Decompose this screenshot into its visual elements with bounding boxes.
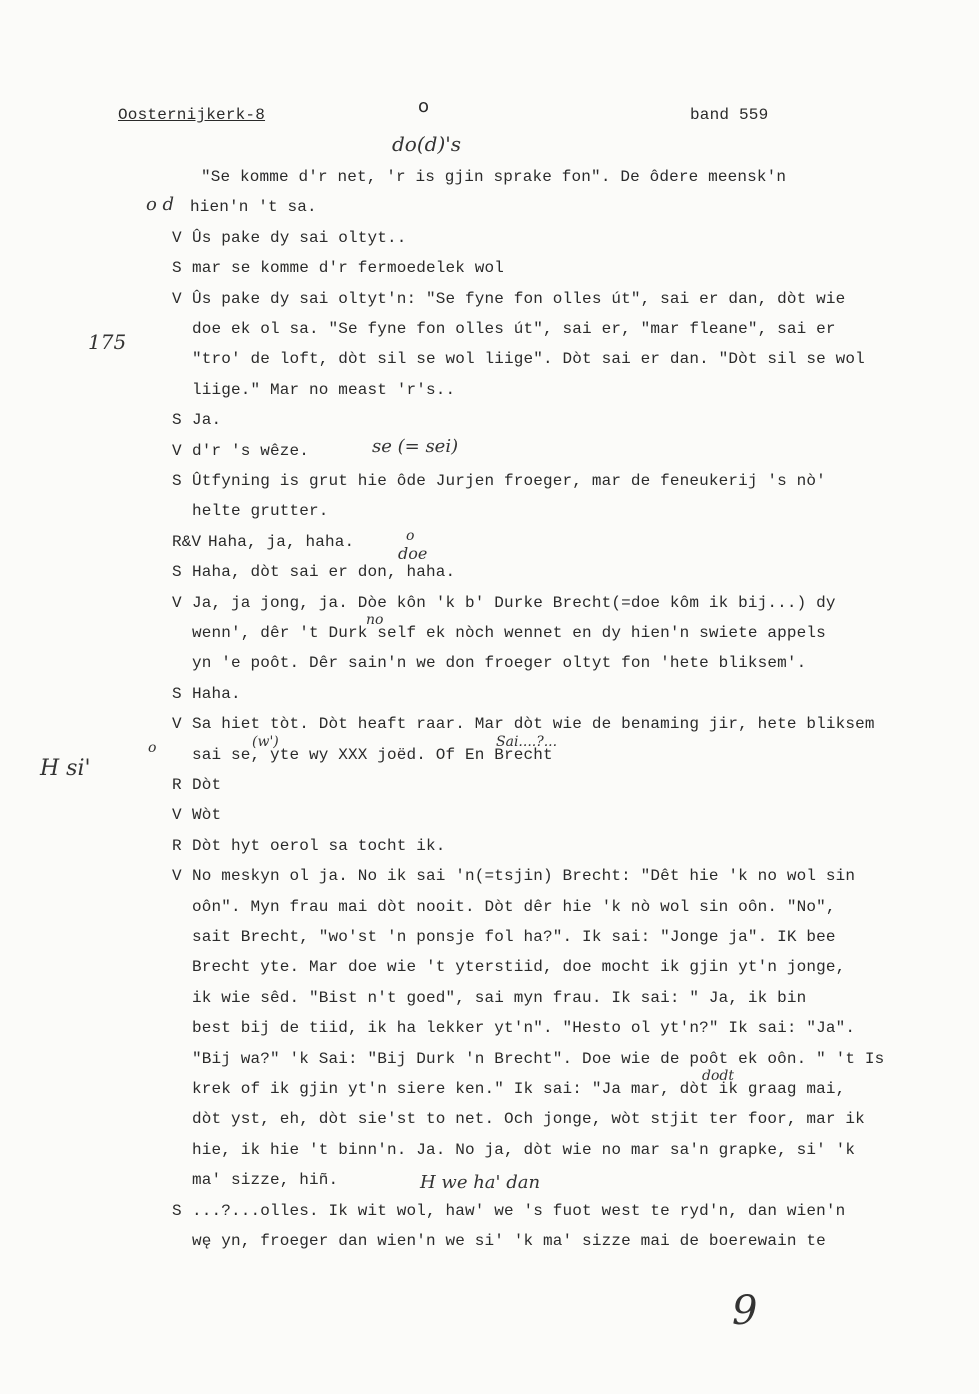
handwritten-note: dodt [702,1068,734,1084]
transcript-line: Dòt [192,776,222,794]
transcript-line: Haha. [192,684,241,703]
document-place-title: Oosternijkerk-8 [118,106,266,124]
header-circle-mark: o [418,96,430,117]
transcript-line: Ûs pake dy sai oltyt.. [192,228,407,247]
transcript-line: Ûs pake dy sai oltyt'n: "Se fyne fon olles út", sai er dan, dòt wie [192,289,846,308]
transcript-line: oôn". Myn frau mai dòt nooit. Dòt dêr hie 'k nò wol sin oôn. "No", [192,897,836,916]
transcript-line: Haha, ja, haha. [208,532,355,551]
transcript-line: sait Brecht, "wo'st 'n ponsje fol ha?". Ik sai: "Jonge ja". IK bee [192,928,836,946]
speaker-label: V [172,867,182,886]
speaker-label: V [172,806,182,825]
handwritten-margin-number: 175 [88,330,127,354]
transcript-line: Dòt hyt oerol sa tocht ik. [192,836,446,855]
transcript-line: ...?...olles. Ik wit wol, haw' we 's fuot west te ryd'n, dan wien'n [192,1201,846,1220]
handwritten-page-number: 9 [732,1288,758,1334]
transcript-line: best bij de tiid, ik ha lekker yt'n". "Hesto ol yt'n?" Ik sai: "Ja". [192,1019,856,1038]
speaker-label: V [172,228,182,247]
transcript-line: mar se komme d'r fermoedelek wol [192,259,505,278]
transcript-line: "tro' de loft, dòt sil se wol liige". Dòt sai er dan. "Dòt sil se wol [192,350,865,369]
transcript-line: "Bij wa?" 'k Sai: "Bij Durk 'n Brecht". Doe wie de poôt ek oôn. " 't Is [192,1049,885,1068]
speaker-label: S [172,411,182,430]
transcript-line: hie, ik hie 't binn'n. Ja. No ja, dòt wie no mar sa'n grapke, si' 'k [192,1140,856,1159]
transcript-line: ma' sizze, hiñ. [192,1171,339,1190]
transcript-line: Haha, dòt sai er don, haha. [192,563,456,582]
speaker-label: S [172,1201,182,1220]
speaker-label: V [172,593,182,612]
transcript-line: yn 'e poôt. Dêr sain'n we don froeger oltyt fon 'hete bliksem'. [192,654,807,673]
speaker-label: S [172,259,182,278]
speaker-label: R [172,836,182,855]
speaker-label: R [172,776,182,794]
tape-number: band 559 [690,106,769,124]
transcript-line: Wòt [192,806,222,825]
speaker-label: V [172,289,182,308]
handwritten-note: Sai....?... [496,734,558,750]
transcript-line: wę yn, froeger dan wien'n we si' 'k ma' sizze mai de boerewain te [192,1232,826,1250]
transcript-line: "Se komme d'r net, 'r is gjin sprake fon". De ôdere meensk'n [201,168,787,186]
speaker-label: S [172,684,182,703]
transcript-line: No meskyn ol ja. No ik sai 'n(=tsjin) Brecht: "Dêt hie 'k no wol sin [192,867,856,886]
transcript-line: hien'n 't sa. [190,198,317,217]
transcript-line: helte grutter. [192,502,329,521]
handwritten-note: se (= sei) [372,436,459,457]
transcript-line: liige." Mar no meast 'r's.. [192,380,456,399]
transcript-line: doe ek ol sa. "Se fyne fon olles út", sai er, "mar fleane", sai er [192,320,836,338]
transcript-line: wenn', dêr 't Durk self ek nòch wennet en dy hien'n swiete appels [192,624,826,642]
handwritten-note: o [148,740,157,756]
transcript-line: sai se, yte wy XXX joëd. Of En Brecht [192,745,553,764]
handwritten-note: no [366,612,384,628]
transcript-line: ik wie sêd. "Bist n't goed", sai myn frau. Ik sai: " Ja, ik bin [192,988,807,1007]
handwritten-note: (w') [252,734,279,750]
speaker-label: S [172,563,182,582]
transcript-line: dòt yst, eh, dòt sie'st to net. Och jonge, wòt stjit ter foor, mar ik [192,1110,865,1129]
speaker-label: V [172,715,182,734]
speaker-label: R&V [172,532,202,551]
handwritten-note: o [406,528,415,544]
transcript-line: Sa hiet tòt. Dòt heaft raar. Mar dòt wie de benaming jir, hete bliksem [192,715,875,734]
transcript-line: Ja, ja jong, ja. Dòe kôn 'k b' Durke Brecht(=doe kôm ik bij...) dy [192,593,836,612]
handwritten-note: doe [398,544,428,563]
transcript-line: Ja. [192,411,222,430]
transcript-line: d'r 's wêze. [192,441,310,460]
transcript-line: krek of ik gjin yt'n siere ken." Ik sai: "Ja mar, dòt ik graag mai, [192,1080,846,1098]
handwritten-margin-note: H si' [40,756,91,781]
speaker-label: S [172,472,182,490]
transcript-line: Brecht yte. Mar doe wie 't yterstiid, doe mocht ik gjin yt'n jonge, [192,958,846,977]
handwritten-note: o d [146,194,175,215]
transcript-line: Ûtfyning is grut hie ôde Jurjen froeger, mar de feneukerij 's nò' [192,472,826,490]
handwritten-note: H we ha' dan [420,1172,541,1193]
speaker-label: V [172,441,182,460]
handwritten-note: do(d)'s [392,132,462,156]
